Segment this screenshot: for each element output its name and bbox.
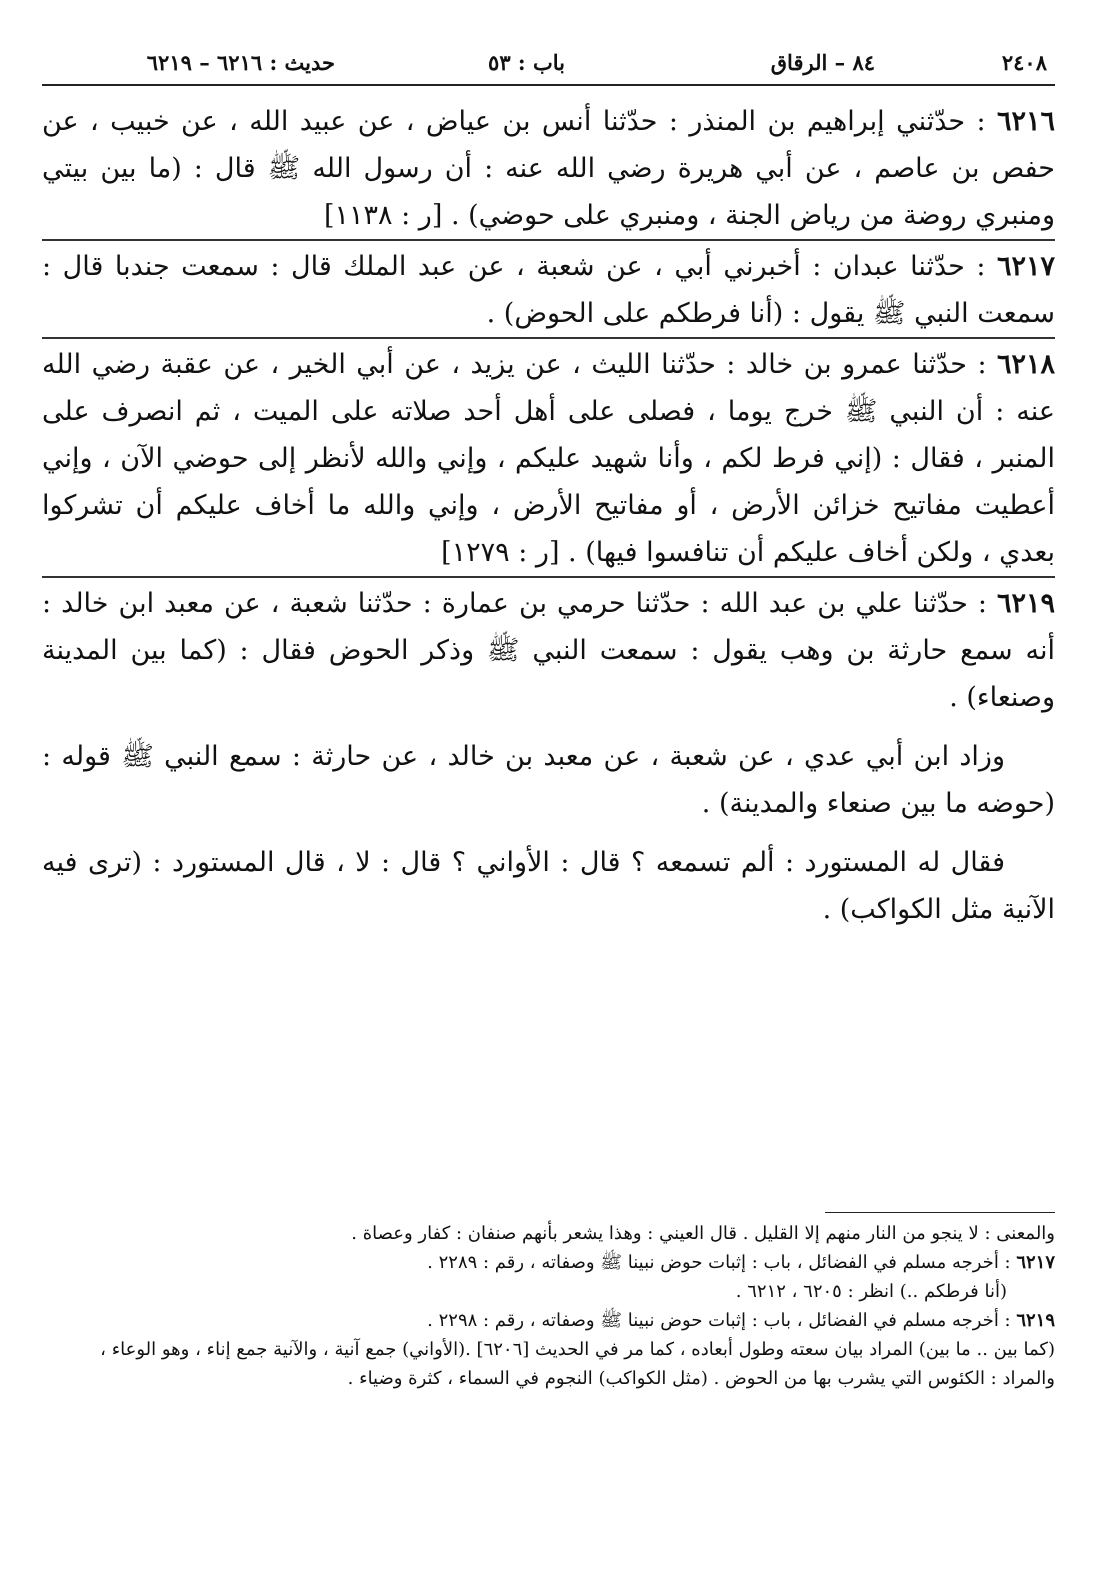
footnote-number: ٦٢١٧	[1016, 1252, 1055, 1273]
footnote-6219	[42, 1306, 1055, 1335]
hadith-number: ٦٢١٦	[996, 106, 1055, 137]
page-number: ٢٤٠٨	[1001, 50, 1047, 75]
hadith-range: حديث : ٦٢١٦ – ٦٢١٩	[146, 50, 335, 75]
footnote-number: ٦٢١٩	[1016, 1310, 1055, 1331]
footnote-text: : أخرجه مسلم في الفضائل ، باب : إثبات حوض نبينا ﷺ وصفاته ، رقم : ٢٢٨٩ .	[427, 1252, 1017, 1273]
continuation-paragraph: وزاد ابن أبي عدي ، عن شعبة ، عن معبد بن خالد ، عن حارثة : سمع النبي ﷺ قوله : (حوضه ما بين صنعاء والمدينة) .	[42, 741, 1055, 819]
continuation-paragraph: فقال له المستورد : ألم تسمعه ؟ قال : الأواني ؟ قال : لا ، قال المستورد : (ترى فيه الآنية مثل الكواكب) .	[42, 847, 1055, 925]
hadith-6218	[42, 337, 1055, 576]
footnote-6217	[42, 1248, 1055, 1277]
footnotes	[42, 1212, 1055, 1393]
book-page	[42, 40, 1055, 1546]
hadith-6219	[42, 576, 1055, 721]
page-header	[42, 40, 1055, 86]
hadith-6216	[42, 96, 1055, 239]
page-body	[42, 96, 1055, 933]
footnote-text: : أخرجه مسلم في الفضائل ، باب : إثبات حوض نبينا ﷺ وصفاته ، رقم : ٢٢٩٨ .	[427, 1310, 1017, 1331]
hadith-number: ٦٢١٨	[996, 349, 1055, 380]
hadith-text: : حدّثنا عبدان : أخبرني أبي ، عن شعبة ، عن عبد الملك قال : سمعت جندبا قال : سمعت النبي ﷺ يقول : (أنا فرطكم على الحوض) .	[42, 251, 1055, 329]
hadith-number: ٦٢١٧	[996, 251, 1055, 282]
footnote-divider	[825, 1212, 1055, 1213]
footnote-intro: والمعنى : لا ينجو من النار منهم إلا القليل . قال العيني : وهذا يشعر بأنهم صنفان : كفار وعصاة .	[351, 1223, 1055, 1244]
hadith-number: ٦٢١٩	[996, 588, 1055, 619]
hadith-text: : حدّثني إبراهيم بن المنذر : حدّثنا أنس بن عياض ، عن عبيد الله ، عن خبيب ، عن حفص بن عاصم ، عن أبي هريرة رضي الله عنه : أن رسول الله ﷺ قال : (ما بين بيتي ومنبري روضة من رياض الجنة ، ومنبري على حوضي) . [ر : ١١٣٨]	[42, 106, 1055, 231]
footnote-text: (أنا فرطكم ..) انظر : ٦٢٠٥ ، ٦٢١٢ .	[735, 1281, 1007, 1302]
chapter-number: باب : ٥٣	[488, 50, 565, 75]
footnote-text: (كما بين .. ما بين) المراد بيان سعته وطول أبعاده ، كما مر في الحديث [٦٢٠٦] .(الأواني) جمع آنية ، والآنية جمع إناء ، وهو الوعاء ، والمراد : الكئوس التي يشرب بها من الحوض . (مثل الكواكب) النجوم في السماء ، كثرة وضياء .	[100, 1339, 1055, 1389]
hadith-text: : حدّثنا عمرو بن خالد : حدّثنا الليث ، عن يزيد ، عن أبي الخير ، عن عقبة رضي الله عنه : أن النبي ﷺ خرج يوما ، فصلى على أهل أحد صلاته على الميت ، ثم انصرف على المنبر ، فقال : (إني فرط لكم ، وأنا شهيد عليكم ، وإني والله لأنظر إلى حوضي الآن ، وإني أعطيت مفاتيح خزائن الأرض ، أو مفاتيح الأرض ، وإني والله ما أخاف عليكم أن تشركوا بعدي ، ولكن أخاف عليكم أن تنافسوا فيها) . [ر : ١٢٧٩]	[42, 349, 1055, 568]
book-title: ٨٤ – الرقاق	[770, 50, 875, 75]
hadith-6217	[42, 239, 1055, 337]
hadith-text: : حدّثنا علي بن عبد الله : حدّثنا حرمي بن عمارة : حدّثنا شعبة ، عن معبد ابن خالد : أنه سمع حارثة بن وهب يقول : سمعت النبي ﷺ وذكر الحوض فقال : (كما بين المدينة وصنعاء) .	[42, 588, 1055, 713]
